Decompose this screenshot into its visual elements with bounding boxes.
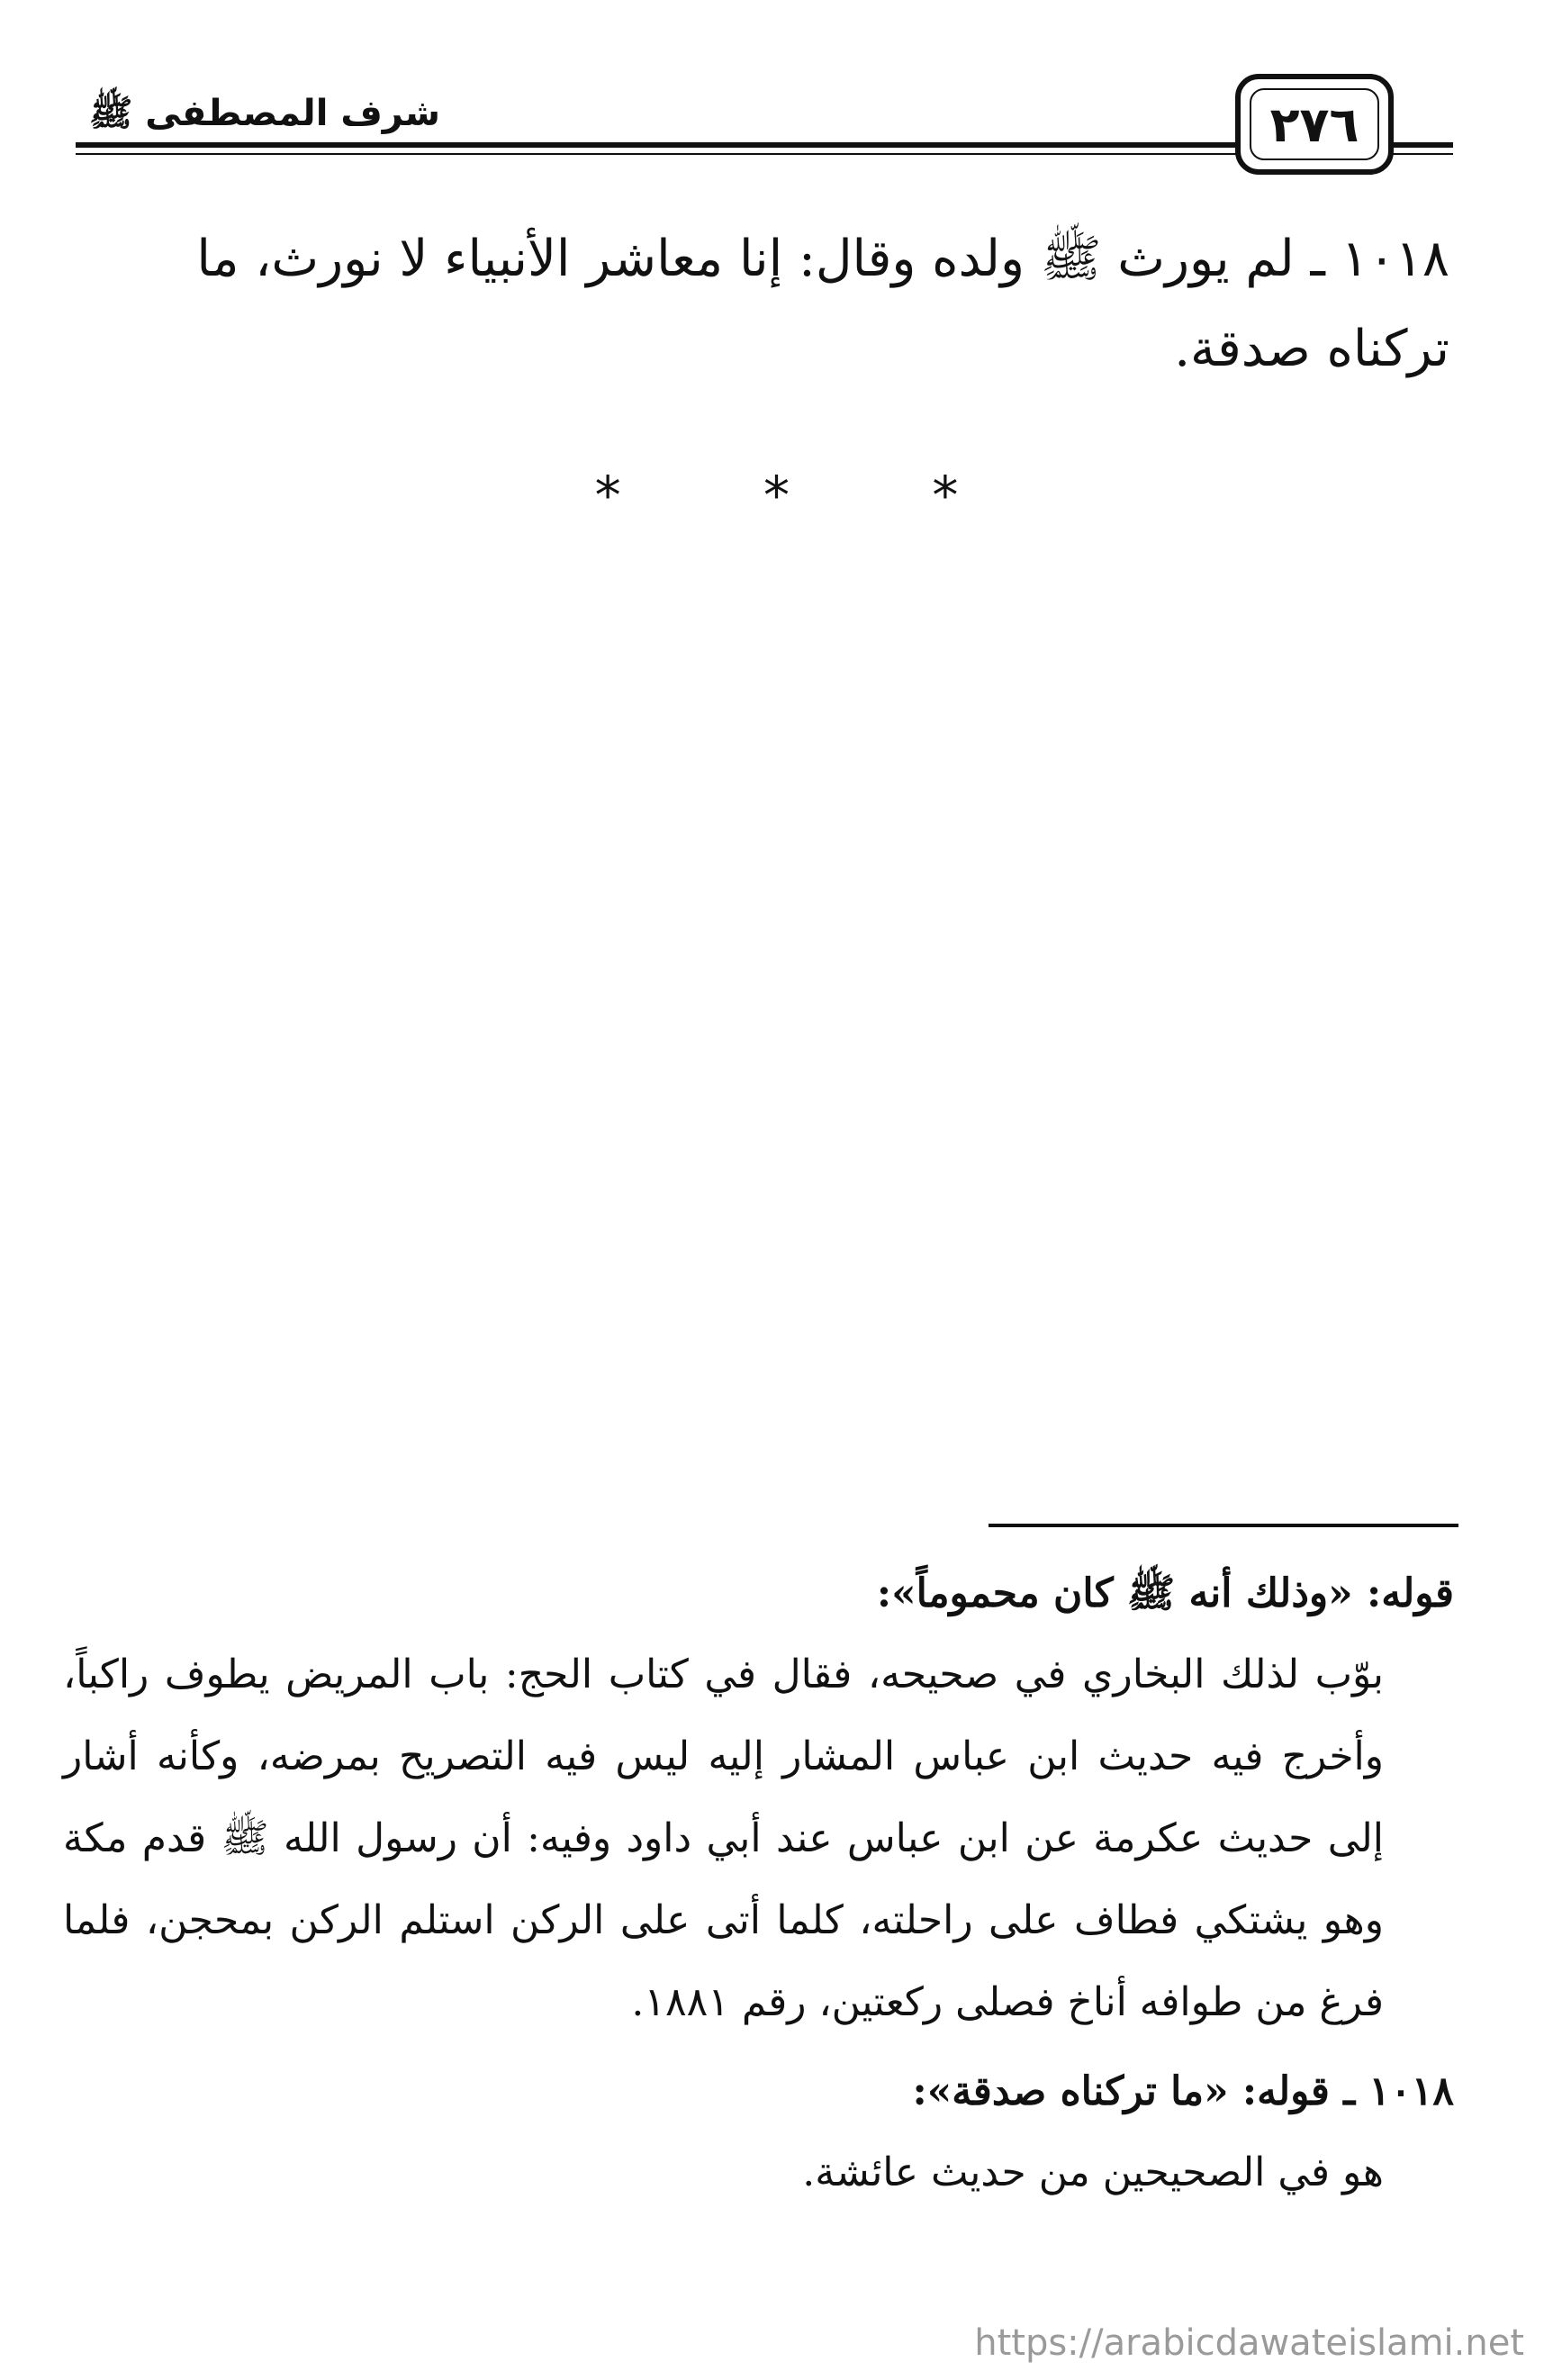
page-number: ٢٧٦ — [1250, 88, 1379, 160]
section-separator: * * * — [594, 465, 1022, 526]
page-number-frame — [1235, 74, 1394, 175]
footnote-body: بوّب لذلك البخاري في صحيحه، فقال في كتاب الحج: باب المريض يطوف راكباً، وأخرج فيه حديث ابن عباس المشار إليه ليس فيه التصريح بمرضه، وكأنه أشار إلى حديث عكرمة عن ابن عباس عند أبي داود وفيه: أن رسول الله ﷺ قدم مكة وهو يشتكي فطاف على راحلته، كلما أتى على الركن استلم الركن بمحجن، فلما فرغ من طوافه أناخ فصلى ركعتين، رقم ١٨٨١. — [63, 1652, 1384, 2025]
footnote-heading: قوله: «وذلك أنه ﷺ كان محموماً»: — [876, 1570, 1454, 1616]
footnote-body: هو في الصحيحين من حديث عائشة. — [802, 2149, 1384, 2195]
watermark-url: https://arabicdawateislami.net — [974, 2322, 1524, 2364]
footnote-rule — [989, 1524, 1458, 1527]
running-title: شرف المصطفى ﷺ — [88, 93, 441, 134]
footnotes — [63, 1554, 1454, 2213]
footnote-heading: ١٠١٨ ـ قوله: «ما تركناه صدقة»: — [912, 2068, 1454, 2114]
hadith-text: ١٠١٨ ـ لم يورث ﷺ ولده وقال: إنا معاشر الأنبياء لا نورث، ما تركناه صدقة. — [196, 230, 1449, 378]
